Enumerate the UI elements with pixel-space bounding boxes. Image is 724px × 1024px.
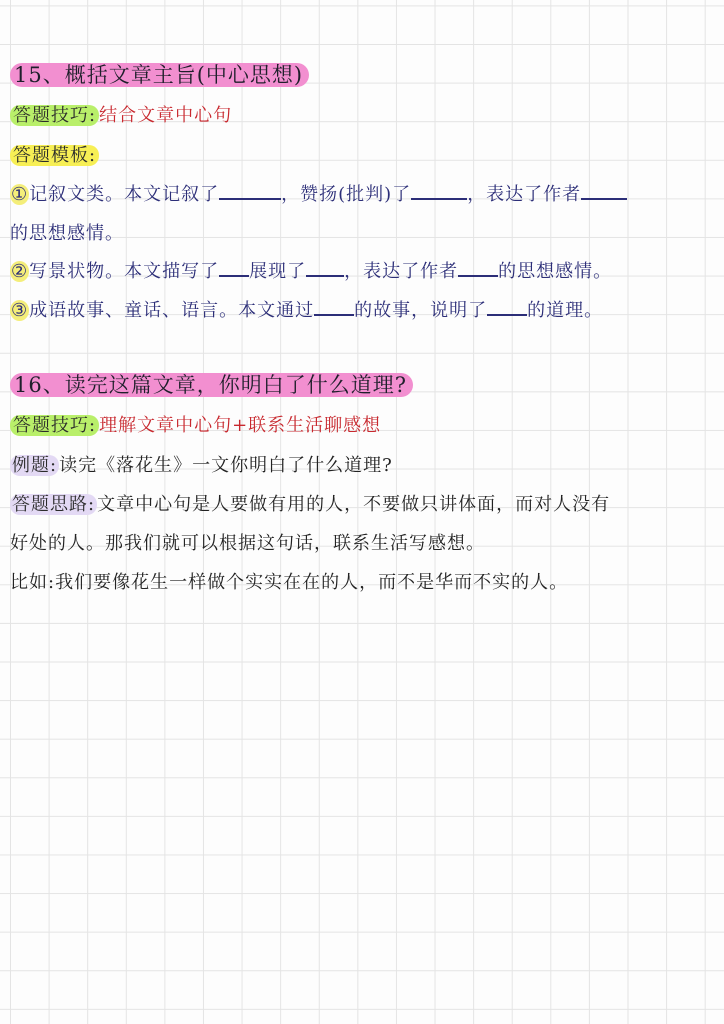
fill-blank (487, 300, 527, 316)
item-2-text-d: 的思想感情。 (498, 261, 613, 282)
example-text: 读完《落花生》一文你明白了什么道理? (59, 455, 393, 476)
fill-blank (458, 261, 498, 277)
sample-label: 比如: (10, 572, 56, 593)
tip-label: 答题技巧: (10, 415, 99, 436)
fill-blank (411, 184, 467, 200)
tip-text: 理解文章中心句+联系生活聊感想 (99, 415, 382, 436)
item-2-text-c: ，表达了作者 (344, 261, 459, 282)
idea-text-line-1: 文章中心句是人要做有用的人，不要做只讲体面，而对人没有 (97, 494, 611, 515)
sample-answer (10, 570, 568, 596)
section-16-title-text: 16、读完这篇文章，你明白了什么道理? (10, 373, 413, 397)
item-3-text-a: 成语故事、童话、语言。本文通过 (29, 300, 315, 321)
section-15-title-text: 15、概括文章主旨(中心思想) (10, 63, 309, 87)
item-1-text-a: 记叙文类。本文记叙了 (29, 184, 220, 205)
item-2-text-a: 写景状物。本文描写了 (29, 261, 220, 282)
answer-idea (10, 492, 610, 518)
answer-idea-cont (10, 531, 485, 557)
fill-blank (581, 184, 627, 200)
section-15-title (10, 60, 309, 90)
item-3-text-c: 的道理。 (527, 300, 604, 321)
idea-label: 答题思路: (12, 494, 96, 515)
fill-blank (314, 300, 354, 316)
section-16-title (10, 370, 413, 400)
item-1-text-c: ，表达了作者 (467, 184, 582, 205)
template-label: 答题模板: (10, 145, 99, 166)
template-item-1-cont (10, 221, 124, 247)
template-item-3 (10, 298, 603, 324)
idea-text-line-2: 好处的人。那我们就可以根据这句话，联系生活写感想。 (10, 533, 485, 554)
section-15-tip (10, 103, 232, 129)
section-16-tip (10, 413, 381, 439)
item-1-text-d: 的思想感情。 (10, 223, 124, 244)
tip-text: 结合文章中心句 (99, 105, 233, 126)
item-2-marker: ② (11, 261, 29, 282)
sample-text: 我们要像花生一样做个实实在在的人，而不是华而不实的人。 (55, 572, 569, 593)
item-3-marker: ③ (11, 300, 29, 321)
item-1-text-b: ，赞扬(批判)了 (281, 184, 412, 205)
item-2-text-b: 展现了 (249, 261, 307, 282)
example-label: 例题: (12, 455, 58, 476)
fill-blank (306, 261, 344, 277)
item-3-text-b: 的故事，说明了 (354, 300, 488, 321)
item-1-marker: ① (11, 184, 29, 205)
template-item-2 (10, 259, 612, 285)
section-15-template (10, 143, 99, 169)
template-item-1 (10, 182, 627, 208)
fill-blank (219, 184, 281, 200)
tip-label: 答题技巧: (10, 105, 99, 126)
example-question (10, 453, 393, 479)
fill-blank (219, 261, 249, 277)
